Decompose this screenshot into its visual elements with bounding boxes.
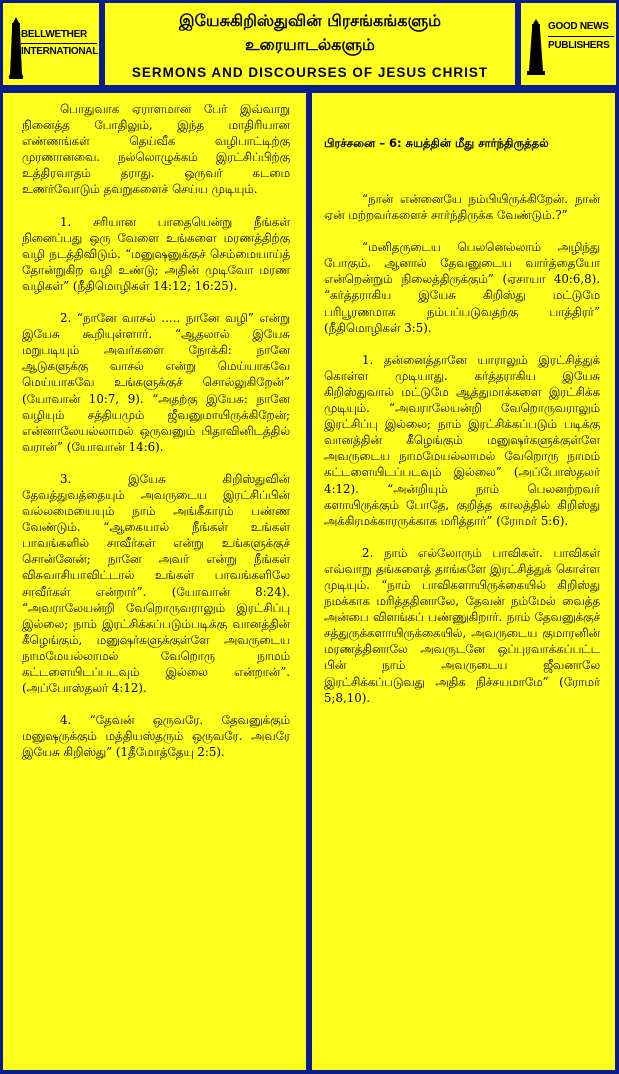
- good-news-logo: [521, 3, 616, 85]
- title-tamil-line2: உரையாடல்களும்: [245, 35, 375, 54]
- right-paragraph: 2. நாம் எல்லோரும் பாவிகள். பாவிகள் எவ்வாறு தங்களைத் தாங்களே இரட்சித்துக் கொள்ள முடியும். “நாம் பாவிகளாயிருக்கையில் கிறிஸ்து நமக்காக மரித்ததினாலே, தேவன் நம்மேல் வைத்த அன்பை விளங்கப் பண்ணுகிறார். நாம் தேவனுக்குச் சத்துருக்களாயிருக்கையில், அவருடைய குமாரனின் மரணத்தினாலே அவருடனே ஒப்புரவாக்கப்பட்ட பின் நாம் அவருடைய ஜீவனாலே இரட்சிக்கப்படுவது அதிக நிச்சயமாமே” (ரோமர் 5;8,10).: [324, 545, 600, 705]
- logo-right-line1: GOOD NEWS: [548, 21, 609, 32]
- title-tamil-line1: இயேசுகிறிஸ்துவின் பிரசங்கங்களும்: [178, 11, 442, 30]
- title-english: SERMONS AND DISCOURSES OF JESUS CHRIST: [131, 65, 489, 80]
- left-paragraph: பொதுவாக ஏராளமான பேர் இவ்வாறு நினைத்த போதிலும், இந்த மாதிரியான எண்ணங்கள் தெய்வீக வழிபாட்டிற்கு முரணானவை. நல்லொழுக்கம் இரட்சிப்பிற்கு உத்திரவாதம் தராது. ஒருவர் கடமை உணர்வோடும் தவறுகளைச் செய்ய முடியும்.: [22, 102, 290, 197]
- title-block: [105, 3, 515, 85]
- logo-left-line1: BELLWETHER: [21, 29, 87, 40]
- left-column: [3, 93, 306, 1070]
- left-paragraph: 4. “தேவன் ஒருவரே. தேவனுக்கும் மனுஷருக்கும் மத்தியஸ்தரும் ஒருவரே. அவரே இயேசு கிறிஸ்து” (1தீமோத்தேயு 2:5).: [22, 713, 290, 760]
- header-banner: [0, 0, 619, 90]
- right-paragraph: 1. தன்னைத்தானே யாராலும் இரட்சித்துக் கொள்ள முடியாது. கர்த்தராகிய இயேசு கிறிஸ்துவால் மட்டுமே ஆத்துமாக்களை இரட்சிக்க முடியும். “அவராலேயன்றி வேறொருவராலும் இரட்சிப்பு இல்லை; நாம் இரட்சிக்கப்படும் படிக்கு வானத்தின் கீழெங்கும் மனுஷர்களுக்குள்ளே அவருடைய நாமமேயல்லாமல் வேறொரு நாமம் கட்டளையிடப்படவும் இல்லை” (அப்போஸ்தலர் 4:12). “அன்றியும் நாம் பெலனற்றவர் களாயிருக்கும் போதே, குறித்த காலத்தில் கிறிஸ்து அக்கிரமக்காரருக்காக மரித்தார்” (ரோமர் 5:6).: [324, 352, 600, 528]
- logo-right-line2: PUBLISHERS: [548, 40, 610, 51]
- left-paragraph: 1. சரியான பாதையென்று நீங்கள் நினைப்பது ஒரு வேளை உங்களை மரணத்திற்கு வழி நடத்திவிடும். “மனுஷனுக்குச் செம்மையாய்த் தோன்றுகிற வழி உண்டு; அதின் முடிவோ மரண வழிகள்” (நீதிமொழிகள் 14:12; 16:25).: [22, 214, 290, 293]
- right-paragraph: “நான் என்னையே நம்பியிருக்கிறேன். நான் ஏன் மற்றவர்களைச் சார்ந்திருக்க வேண்டும்.?”: [324, 192, 600, 223]
- right-paragraph: “மனிதருடைய பெலனெல்லாம் அழிந்து போகும். ஆனால் தேவனுடைய வார்த்தையோ என்றென்றும் நிலைத்திருக்கும்” (ஏசாயா 40:6,8). “கர்த்தராகிய இயேசு கிறிஸ்து மட்டுமே பரிபூரணமாக நம்பப்படுவதற்கு பாத்திரர்” (நீதிமொழிகள் 3:5).: [324, 240, 600, 335]
- logo-left-line2: INTERNATIONAL: [21, 46, 99, 57]
- lighthouse-icon: [527, 19, 545, 75]
- section-heading: பிரச்சனை – 6: சுயத்தின் மீது சார்ந்திருத்தல்: [324, 136, 549, 150]
- left-paragraph: 3. இயேசு கிறிஸ்துவின் தேவத்துவத்தையும் அவருடைய இரட்சிப்பின் வல்லமையையும் நாம் அங்கீகாரம் பண்ண வேண்டும். “ஆகையால் நீங்கள் உங்கள் பாவங்களில் சாவீர்கள் என்று உங்களுக்குச் சொன்னேன்; நானே அவர் என்று நீங்கள் விசுவாசியாவிட்டால் உங்கள் பாவங்களிலே சாவீர்கள் என்றார்”. (யோவான் 8:24). “அவராலேயன்றி வேறொருவராலும் இரட்சிப்பு இல்லை; நாம் இரட்சிக்கப்படும்படிக்கு வானத்தின் கீழெங்கும், மனுஷர்களுக்குள்ளே அவருடைய நாமமேயல்லாமல் வேறொரு நாமம் கட்டளையிடப்படவும் இல்லை என்றான்”. (அப்போஸ்தலர் 4:12).: [22, 471, 290, 696]
- right-column: [312, 93, 615, 1070]
- bellwether-logo: [3, 3, 99, 85]
- left-paragraph: 2. “நானே வாசல் ..... நானே வழி” என்று இயேசு கூறியுள்ளார். “ஆதலால் இயேசு மறுபடியும் அவர்களை நோக்கி: நானே ஆடுகளுக்கு வாசல் என்று மெய்யாகவே மெய்யாகவே உங்களுக்குச் சொல்லுகிறேன்” (யோவான் 10:7, 9). “அதற்கு இயேசு: நானே வழியும் சத்தியமும் ஜீவனுமாயிருக்கிறேன்; என்னாலேயல்லாமல் ஒருவனும் பிதாவினிடத்தில் வரான்” (யோவான் 14:6).: [22, 311, 290, 454]
